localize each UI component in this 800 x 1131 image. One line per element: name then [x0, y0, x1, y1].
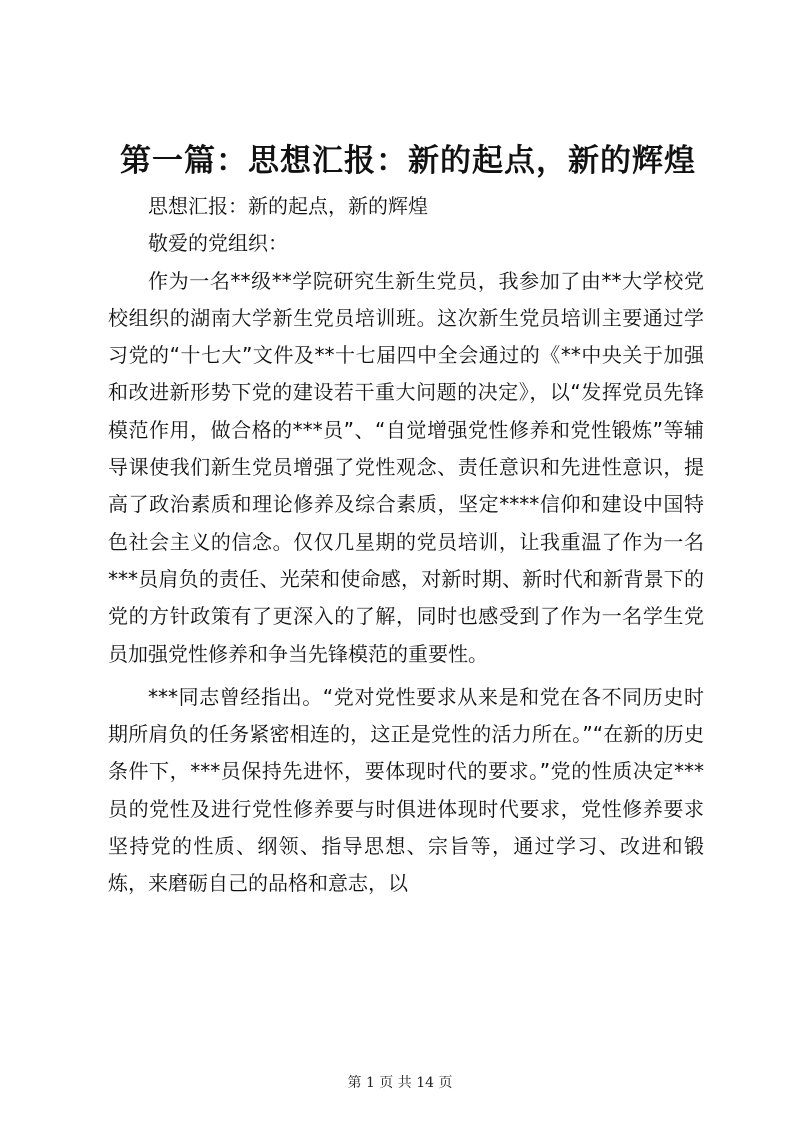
subtitle: 思想汇报：新的起点，新的辉煌 — [148, 194, 428, 218]
paragraph-2: ***同志曾经指出。“党对党性要求从来是和党在各不同历史时期所肩负的任务紧密相连的，这正是党性的活力所在。”“在新的历史条件下，***员保持先进怀，要体现时代的要求。”党的性质决定***员的党性及进行党性修养要与时俱进体现时代要求，党性修养要求坚持党的性质、纲领、指导思想、宗旨等，通过学习、改进和锻炼，来磨砺自己的品格和意志，以 — [108, 684, 704, 896]
page-footer: 第 1 页 共 14 页 — [347, 1075, 453, 1091]
document-body — [108, 188, 704, 903]
salutation: 敬爱的党组织： — [148, 231, 288, 256]
document-title: 第一篇：思想汇报：新的起点，新的辉煌 — [120, 143, 696, 179]
paragraph-1: 作为一名**级**学院研究生新生党员，我参加了由**大学校党校组织的湖南大学新生党员培训班。这次新生党员培训主要通过学习党的“十七大”文件及**十七届四中全会通过的《**中央关于加强和改进新形势下党的建设若干重大问题的决定》，以“发挥党员先锋模范作用，做合格的***员”、“自觉增强党性修养和党性锻炼”等辅导课使我们新生党员增强了党性观念、责任意识和先进性意识，提高了政治素质和理论修养及综合素质，坚定****信仰和建设中国特色社会主义的信念。仅仅几星期的党员培训，让我重温了作为一名***员肩负的责任、光荣和使命感，对新时期、新时代和新背景下的党的方针政策有了更深入的了解，同时也感受到了作为一名学生党员加强党性修养和争当先锋模范的重要性。 — [108, 268, 704, 666]
